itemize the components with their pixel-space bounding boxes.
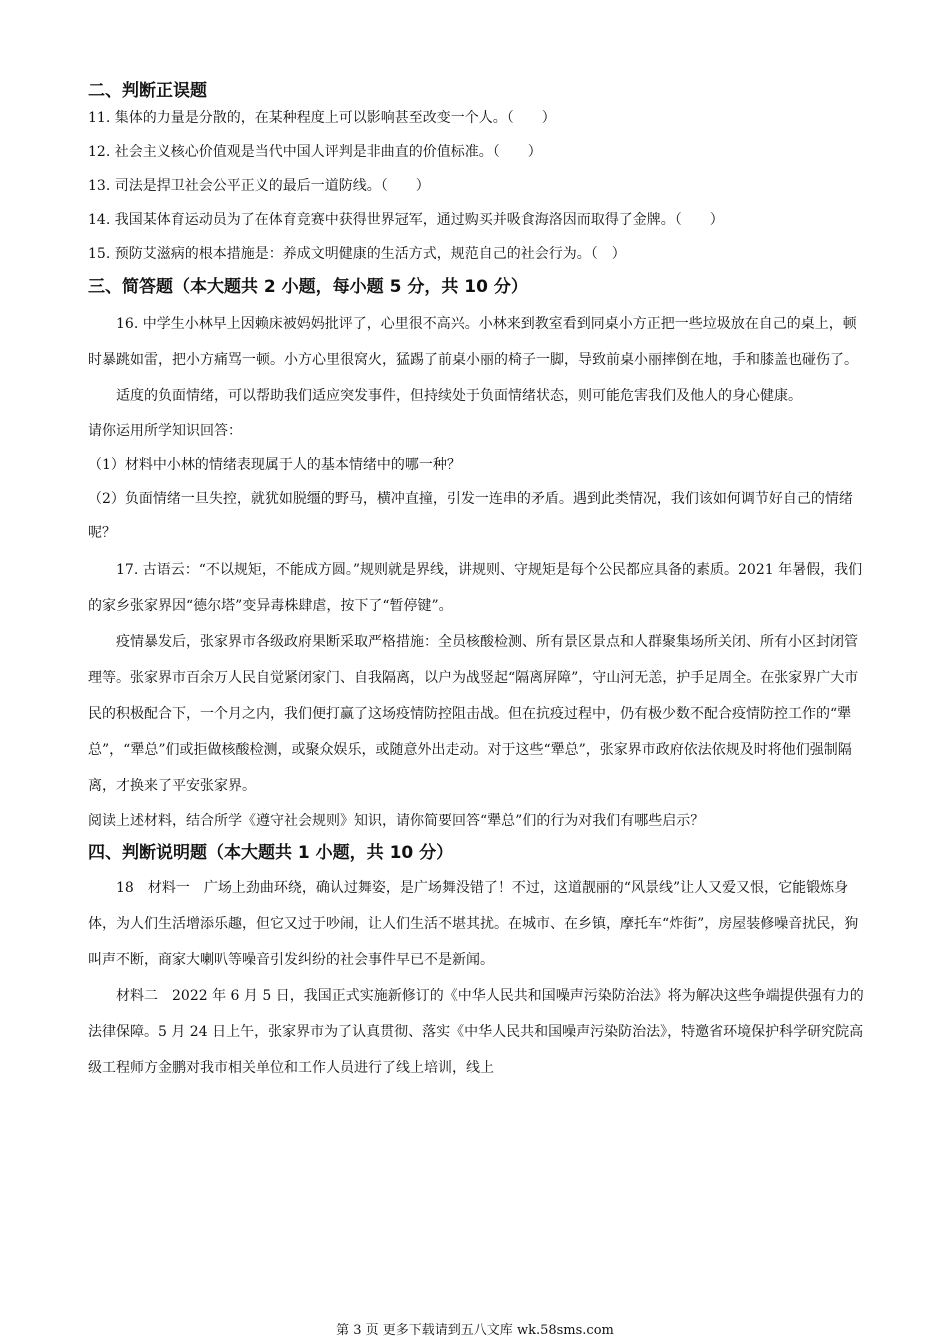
question-18-material-2: 材料二 2022 年 6 月 5 日，我国正式实施新修订的《中华人民共和国噪声污染防治法》将为解决这些争端提供强有力的法律保障。5 月 24 日上午，张家界市为了认真贯彻、落实《中华人民共和国噪声污染防治法》，特邀省环境保护科学研究院高级工程师方金鹏对我市相关单位和工作人员进行了线上培训，线上 <box>88 988 864 1076</box>
question-16-prompt: 请你运用所学知识回答： <box>88 423 242 439</box>
question-16-sub-2: （2）负面情绪一旦失控，就犹如脱缰的野马，横冲直撞，引发一连串的矛盾。遇到此类情况，我们该如何调节好自己的情绪呢？ <box>88 491 853 541</box>
question-17-context: 疫情暴发后，张家界市各级政府果断采取严格措施：全员核酸检测、所有景区景点和人群聚集场所关闭、所有小区封闭管理等。张家界市百余万人民自觉紧闭家门、自我隔离，以户为战竖起“隔离屏障”，守山河无恙，护手足周全。在张家界广大市民的积极配合下，一个月之内，我们便打赢了这场疫情防控阻击战。但在抗疫过程中，仍有极少数不配合疫情防控工作的“犟总”，“犟总”们或拒做核酸检测，或聚众娱乐，或随意外出走动。对于这些“犟总”，张家界市政府依法依规及时将他们强制隔离，才换来了平安张家界。 <box>88 634 859 794</box>
question-11: 11. 集体的力量是分散的，在某种程度上可以影响甚至改变一个人。（ ） <box>88 110 556 126</box>
page-footer: 第 3 页 更多下载请到五八文库 wk.58sms.com <box>336 1323 614 1338</box>
section-3-heading: 三、简答题（本大题共 2 小题，每小题 5 分，共 10 分） <box>88 277 528 297</box>
question-16-sub-1: （1）材料中小林的情绪表现属于人的基本情绪中的哪一种？ <box>88 457 461 473</box>
exam-page <box>88 78 868 1086</box>
question-12: 12. 社会主义核心价值观是当代中国人评判是非曲直的价值标准。（ ） <box>88 144 542 160</box>
question-16-note: 适度的负面情绪，可以帮助我们适应突发事件，但持续处于负面情绪状态，则可能危害我们及他人的身心健康。 <box>116 388 802 404</box>
question-16 <box>88 306 868 550</box>
section-4-heading: 四、判断说明题（本大题共 1 小题，共 10 分） <box>88 843 454 863</box>
question-17 <box>88 552 868 838</box>
question-15: 15. 预防艾滋病的根本措施是：养成文明健康的生活方式，规范自己的社会行为。（ ） <box>88 246 626 262</box>
question-14: 14. 我国某体育运动员为了在体育竞赛中获得世界冠军，通过购买并吸食海洛因而取得了金牌。（ ） <box>88 212 724 228</box>
question-18-material-1: 18 材料一 广场上劲曲环绕，确认过舞姿，是广场舞没错了！不过，这道靓丽的“风景线”让人又爱又恨，它能锻炼身体，为人们生活增添乐趣，但它又过于吵闹，让人们生活不堪其扰。在城市、在乡镇，摩托车“炸街”，房屋装修噪音扰民，狗叫声不断，商家大喇叭等噪音引发纠纷的社会事件早已不是新闻。 <box>88 880 859 968</box>
question-13: 13. 司法是捍卫社会公平正义的最后一道防线。（ ） <box>88 178 430 194</box>
question-18 <box>88 870 868 1086</box>
section-2-items <box>88 108 868 264</box>
question-17-material: 17. 古语云：“不以规矩，不能成方圆。”规则就是界线，讲规则、守规矩是每个公民都应具备的素质。2021 年暑假，我们的家乡张家界因“德尔塔”变异毒株肆虐，按下了“暂停键”。 <box>88 562 863 614</box>
section-2-heading: 二、判断正误题 <box>88 81 207 101</box>
question-16-material: 16. 中学生小林早上因赖床被妈妈批评了，心里很不高兴。小林来到教室看到同桌小方正把一些垃圾放在自己的桌上，顿时暴跳如雷，把小方痛骂一顿。小方心里很窝火，猛踢了前桌小丽的椅子一脚，导致前桌小丽摔倒在地，手和膝盖也碰伤了。 <box>88 316 858 368</box>
question-17-prompt: 阅读上述材料，结合所学《遵守社会规则》知识，请你简要回答“犟总”们的行为对我们有哪些启示？ <box>88 813 705 829</box>
